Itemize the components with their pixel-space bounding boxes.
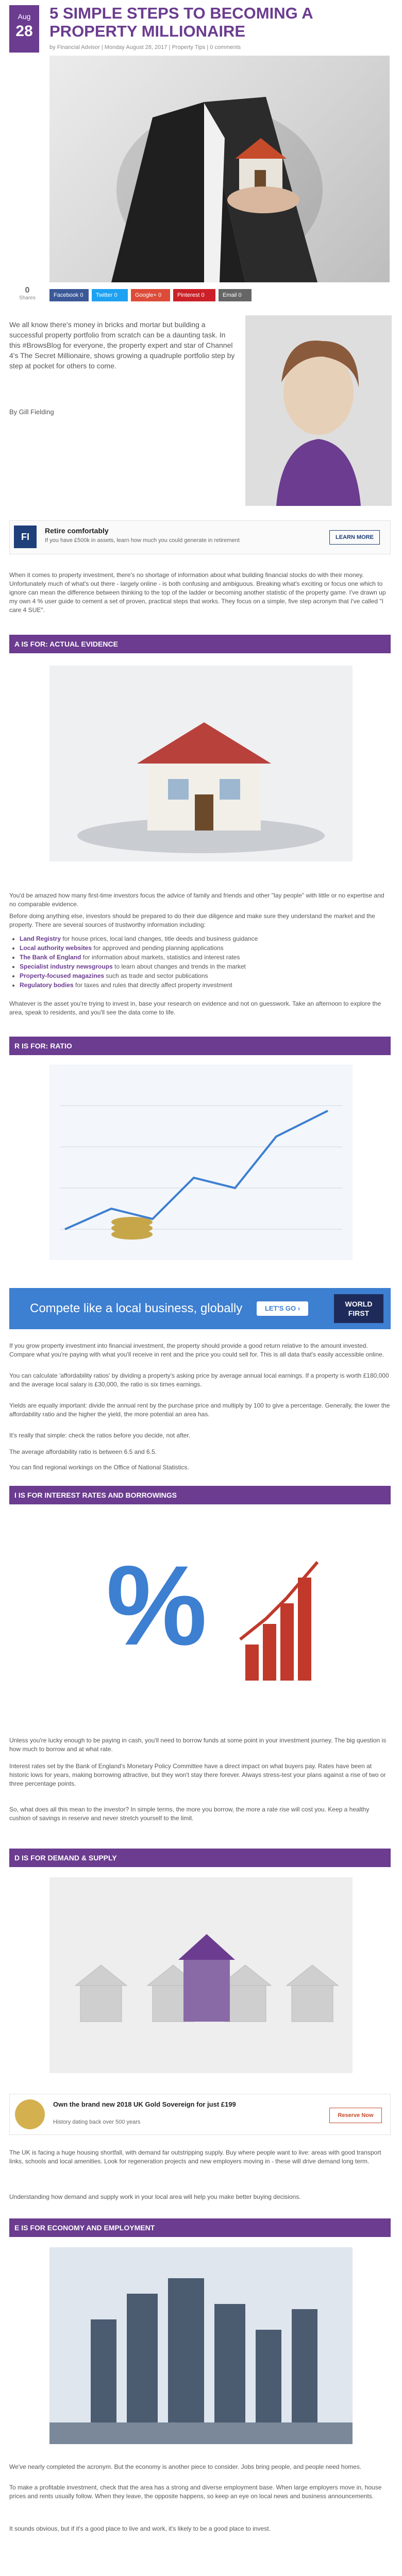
section-heading-4: D IS FOR DEMAND & SUPPLY [9,1849,391,1867]
email-share-button[interactable]: Email 0 [219,289,252,301]
paragraph-13: So, what does all this mean to the investor? In simple terms, the more you borrow, the more a rate rise will cost you. Keep a healthy cushion of savings in reserve and never stretch yourself to the limit. [9,1806,370,1822]
paragraph-6: You can calculate 'affordability ratios' by dividing a property's asking price by average annual local earnings. If a property is worth £180,000 and the average local salary is £30,000, the ratio is six times earnings. [9,1372,389,1388]
ad-logo: FI [14,526,37,548]
paragraph-4: Whatever is the asset you're trying to invest in, base your research on evidence and not on guesswork. Take an afternoon to explore the area, speak to residents, and you'll see the data come to life. [9,1000,381,1016]
paragraph-12: Interest rates set by the Bank of England's Monetary Policy Committee have a direct impact on what buyers pay. Rates have been at historic lows for years, making borrowing attractive, but they won't stay there forever. Always stress-test your plans against a rise of two or three percentage points. [9,1762,386,1787]
post-meta: by Financial Advisor | Monday August 28, 2017 | Property Tips | 0 comments [49,44,241,50]
share-count: 0 Shares [19,286,36,301]
share-bar [9,286,391,304]
chart-coins-image [49,1064,353,1260]
paragraph-17: To make a profitable investment, check that the area has a strong and diverse employment base. When large employers move in, house prices and rents usually follow. When they leave, the opposite happens, so keep an eye on local news and business announcements. [9,2484,382,2500]
percent-image [49,1516,353,1721]
paragraph-8: It's really that simple: check the ratios before you decide, not after. [9,1432,191,1439]
ad-title: Own the brand new 2018 UK Gold Sovereign for just £199 [53,2100,236,2108]
byline: By Gill Fielding [9,408,54,416]
intro-text: We all know there's money in bricks and mortar but building a successful property portfolio from scratch can be a daunting task. In this #BrowsBlog for everyone, the property expert and star of Channel 4's The Secret Millionaire, shows growing a quadruple portfolio step by step at pocket for others to come. [9,320,235,370]
ad-worldfirst[interactable] [9,1288,391,1329]
paragraph-16: We've nearly completed the acronym. But the economy is another piece to consider. Jobs bring people, and people need homes. [9,2463,362,2470]
paragraph-10: You can find regional workings on the Office of National Statistics. [9,1464,189,1471]
ad-cta-button[interactable]: Reserve Now [329,2108,382,2123]
pinterest-share-button[interactable]: Pinterest 0 [173,289,215,301]
houses-grid-image [49,1877,353,2073]
paragraph-11: Unless you're lucky enough to be paying in cash, you'll need to borrow funds at some point in your investment journey. The big question is how much to borrow and at what rate. [9,1737,387,1753]
date-day: 28 [15,23,33,40]
google-share-button[interactable]: Google+ 0 [131,289,170,301]
list-item: • Property-focused magazines such as trade and sector publications [20,972,391,980]
ad-cta-button[interactable]: LEARN MORE [329,530,380,545]
coin-icon [15,2099,45,2129]
hero-image [49,56,390,282]
section-heading-3: I IS FOR INTEREST RATES AND BORROWINGS [9,1486,391,1504]
section-heading-1: A IS FOR: ACTUAL EVIDENCE [9,635,391,653]
section-heading-2: R IS FOR: RATIO [9,1037,391,1055]
ad-retire[interactable] [9,520,391,554]
paragraph-3: Before doing anything else, investors should be prepared to do their due diligence and make sure they understand the market and the property. There are several sources of trustworthy information including: [9,912,375,928]
date-month: Aug [18,12,31,21]
ad-gold-sovereign[interactable] [9,2094,391,2135]
author-photo [245,315,392,506]
paragraph-9: The average affordability ratio is between 6.5 and 6.5. [9,1448,157,1455]
economy-image [49,2247,353,2444]
sources-list [9,935,391,990]
ad-logo: WORLD FIRST [334,1294,383,1323]
twitter-share-button[interactable]: Twitter 0 [92,289,128,301]
ad-text: If you have £500k in assets, learn how much you could generate in retirement [45,537,240,544]
paragraph-5: If you grow property investment into financial investment, the property should provide a good return relative to the amount invested. Compare what you're paying with what you'll receive in rent and the price you could sell for. This is all data that's easily accessible online. [9,1342,384,1358]
ad-cta-button[interactable]: LET'S GO › [257,1301,308,1316]
ad-text: Compete like a local business, globally [30,1301,243,1315]
paragraph-15: Understanding how demand and supply work in your local area will help you make better buying decisions. [9,2193,301,2200]
section-heading-5: E IS FOR ECONOMY AND EMPLOYMENT [9,2218,391,2237]
list-item: • Specialist industry newsgroups to learn about changes and trends in the market [20,962,391,971]
paragraph-14: The UK is facing a huge housing shortfall, with demand far outstripping supply. Buy where people want to live: areas with good transport links, schools and local amenities. Look for regeneration projects and new employers moving in - these will drive demand long term. [9,2149,381,2165]
list-item: • Regulatory bodies for taxes and rules that directly affect property investment [20,981,391,990]
svg-text:%: % [106,1542,207,1669]
ad-title: Retire comfortably [45,527,109,535]
post-title: 5 SIMPLE STEPS TO BECOMING A PROPERTY MILLIONAIRE [49,4,313,40]
list-item: • Land Registry for house prices, local land changes, title deeds and business guidance [20,935,391,943]
paragraph-1: When it comes to property investment, there's no shortage of information about what building financial stocks do with their money. Unfortunately much of what's out there - largely online - is both confusing and ambiguous. Breaking what's exciting or focus one which to ignore can mean the difference between thinking to the top of the ladder or becoming another statistic of the property game. I've drawn up my own 4 % user guide to cement a set of proven, practical steps that works. They focus on a simple, five step acronym that I've called "I care 4 SUE". [9,571,386,614]
paragraph-2: You'd be amazed how many first-time investors focus the advice of family and friends and other "lay people" with little or no expertise and no comparable evidence. [9,892,384,908]
list-item: • Local authority websites for approved and pending planning applications [20,944,391,953]
paragraph-7: Yields are equally important: divide the annual rent by the purchase price and multiply by 100 to give a percentage. Generally, the lower the affordability ratio and the higher the yield, the more potential an area has. [9,1402,390,1418]
paragraph-18: It sounds obvious, but if it's a good place to live and work, it's likely to be a good place to invest. [9,2525,271,2532]
facebook-share-button[interactable]: Facebook 0 [49,289,89,301]
date-badge [9,5,39,53]
house-image [49,666,353,861]
ad-text: History dating back over 500 years [53,2119,141,2125]
list-item: • The Bank of England for information about markets, statistics and interest rates [20,953,391,962]
